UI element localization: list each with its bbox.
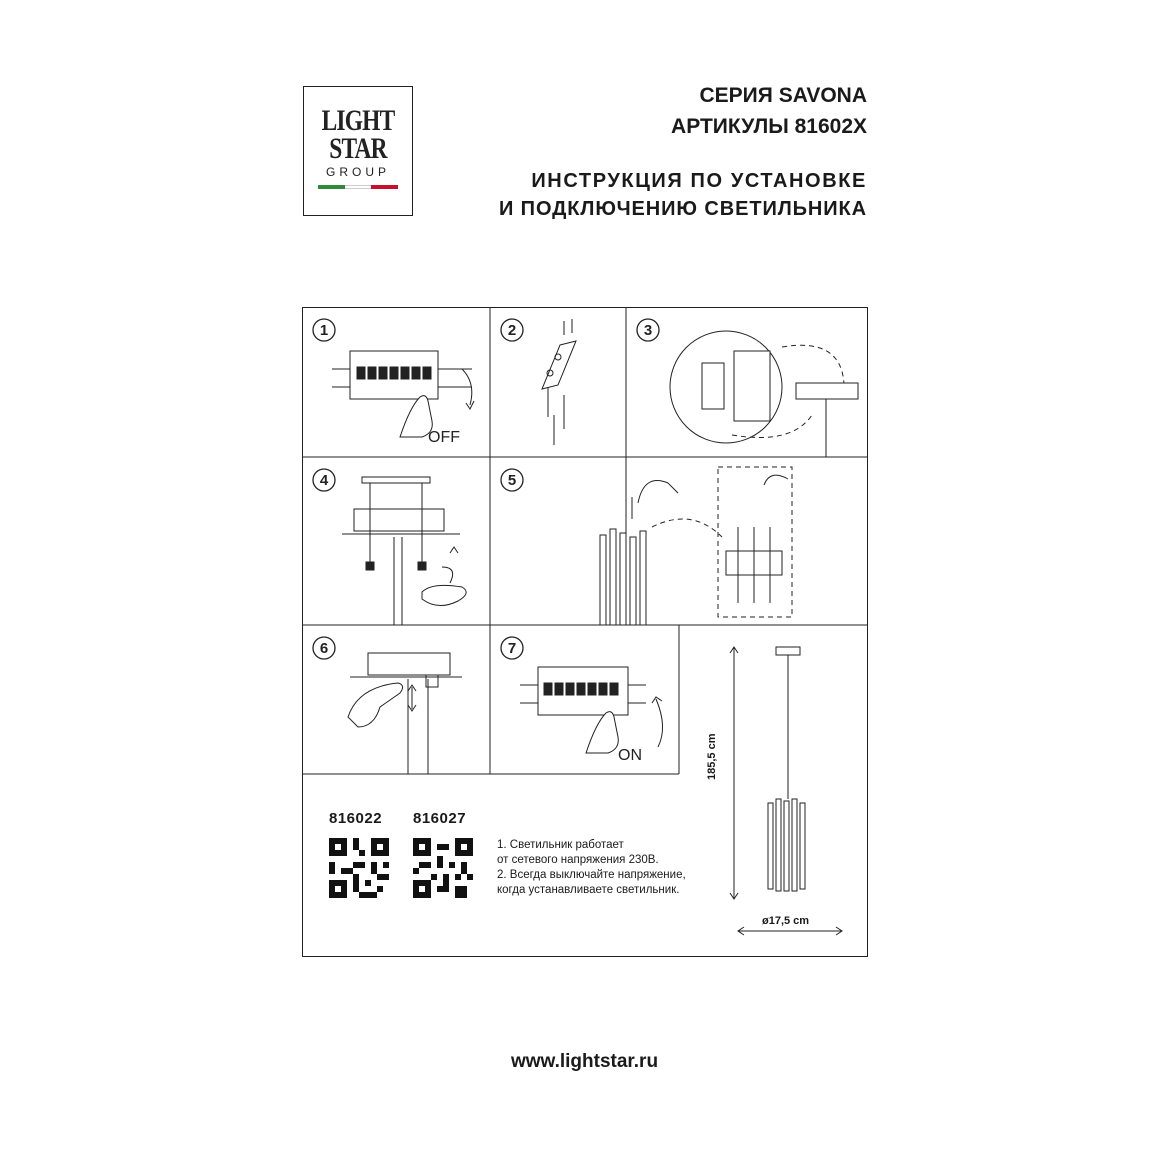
- step-1-number: 1: [319, 322, 329, 339]
- height-dimension: 185,5 cm: [706, 733, 718, 780]
- canopy-adjust-icon: [348, 653, 462, 774]
- pendant-lamp-icon: [730, 647, 842, 935]
- mounting-bracket-icon: [542, 319, 576, 445]
- note-line-3: 2. Всегда выключайте напряжение,: [497, 869, 686, 881]
- crystal-rods-icon: [600, 457, 792, 625]
- off-label: OFF: [428, 429, 460, 446]
- step-3-number: 3: [643, 322, 653, 339]
- note-line-1: 1. Светильник работает: [497, 839, 624, 851]
- safety-notes: [497, 838, 686, 898]
- italian-flag-icon: [318, 185, 398, 189]
- logo-word-star: STAR: [329, 132, 387, 165]
- step-7-number: 7: [507, 640, 517, 657]
- circuit-breaker-icon: [332, 351, 474, 437]
- articles-title: АРТИКУЛЫ 81602X: [671, 115, 867, 138]
- article-code-816022: 816022: [329, 810, 383, 827]
- step-5-number: 5: [507, 472, 517, 489]
- step-4-number: 4: [319, 472, 329, 489]
- logo-word-group: GROUP: [325, 165, 390, 179]
- series-title: СЕРИЯ SAVONA: [699, 84, 867, 107]
- canopy-screws-icon: [342, 477, 466, 625]
- step-2-number: 2: [507, 322, 517, 339]
- on-label: ON: [618, 747, 642, 764]
- step-6-number: 6: [319, 640, 329, 657]
- brand-logo: [303, 86, 413, 216]
- wiring-terminal-icon: [670, 331, 858, 457]
- qr-code-icon[interactable]: [413, 838, 473, 898]
- website-link[interactable]: www.lightstar.ru: [510, 1051, 659, 1072]
- diameter-dimension: ø17,5 cm: [762, 915, 810, 927]
- instruction-title-line1: ИНСТРУКЦИЯ ПО УСТАНОВКЕ: [531, 170, 867, 192]
- qr-code-icon[interactable]: [329, 838, 389, 898]
- article-code-816027: 816027: [413, 810, 467, 827]
- circuit-breaker-on-icon: [520, 667, 663, 753]
- instruction-title-line2: И ПОДКЛЮЧЕНИЮ СВЕТИЛЬНИКА: [498, 198, 867, 220]
- note-line-2: от сетевого напряжения 230В.: [497, 854, 659, 866]
- note-line-4: когда устанавливаете светильник.: [497, 884, 680, 896]
- logo-word-light: LIGHT: [321, 104, 395, 137]
